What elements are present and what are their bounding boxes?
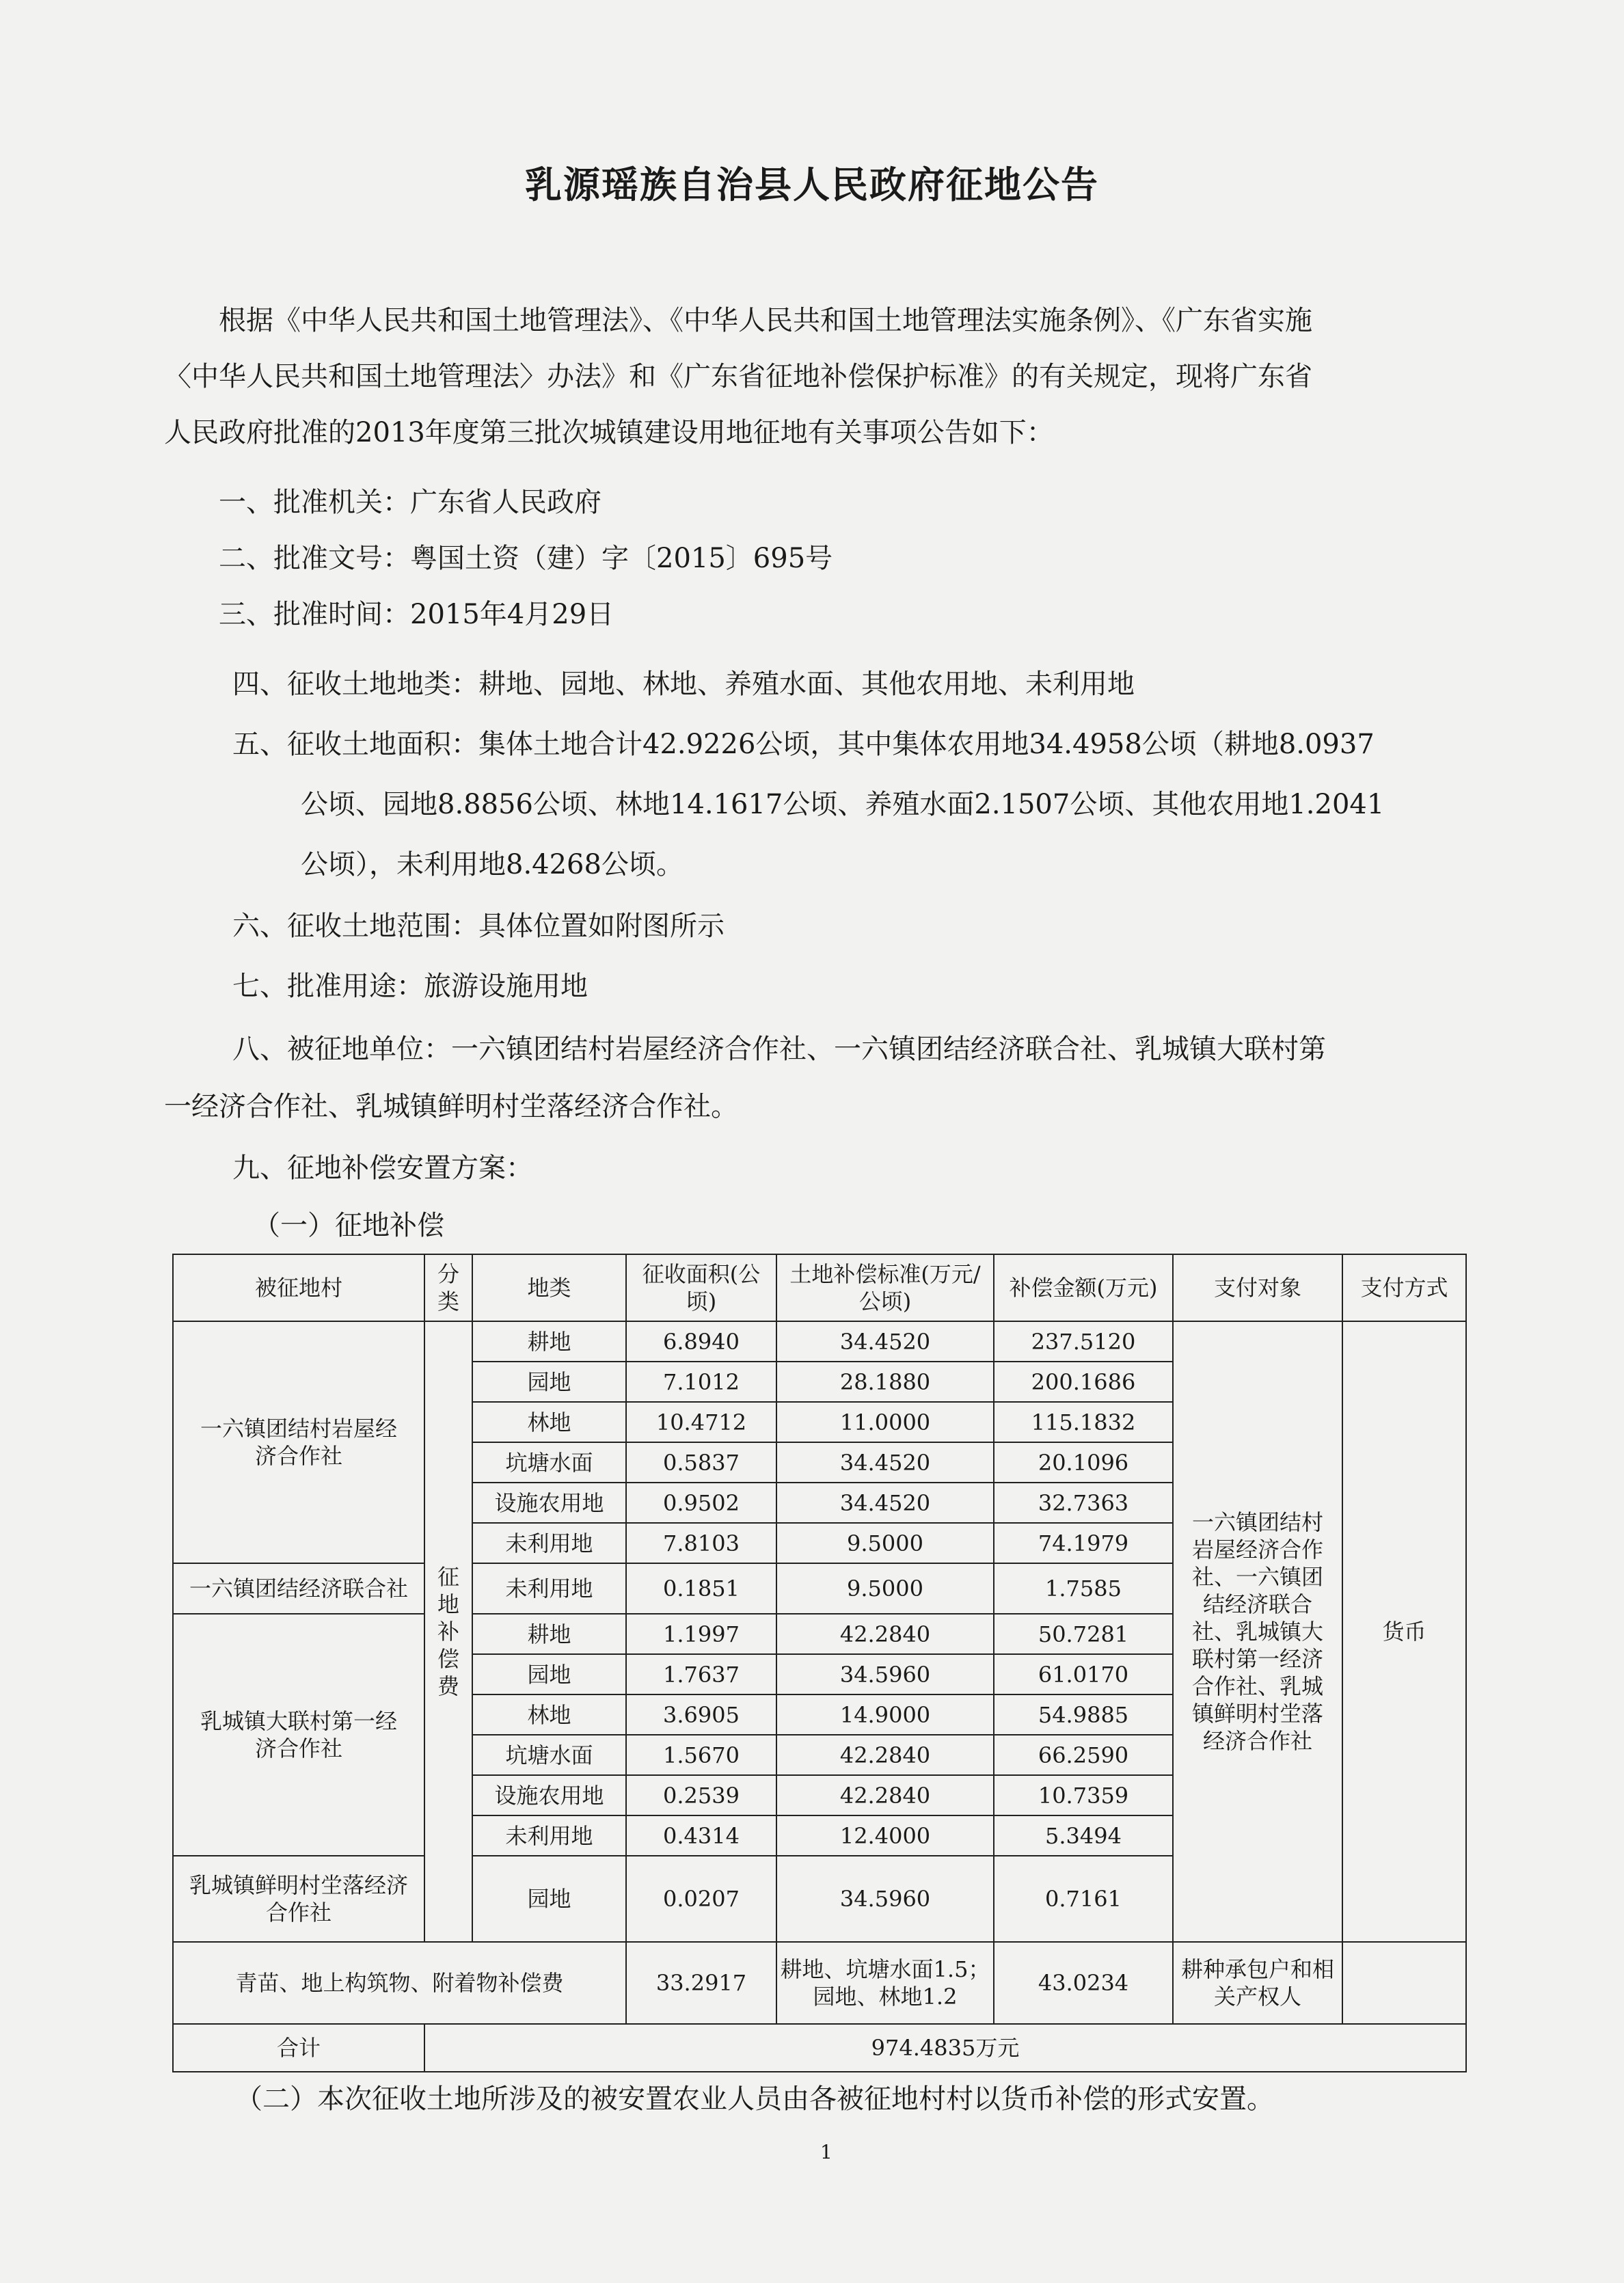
amount-cell: 5.3494: [994, 1815, 1173, 1856]
area-cell: 1.5670: [626, 1735, 776, 1775]
pay-method-cell: 货币: [1342, 1321, 1466, 1942]
total-value-cell: 974.4835万元: [424, 2024, 1466, 2072]
footer-paragraph: （二）本次征收土地所涉及的被安置农业人员由各被征地村村以货币补偿的形式安置。: [235, 2083, 1274, 2115]
land-type-cell: 坑塘水面: [472, 1442, 626, 1483]
table-header-row: [173, 1254, 1466, 1321]
area-cell: 7.1012: [626, 1362, 776, 1402]
standard-cell: 9.5000: [776, 1523, 994, 1563]
land-type-cell: 设施农用地: [472, 1775, 626, 1815]
amount-cell: 66.2590: [994, 1735, 1173, 1775]
area-cell: 0.9502: [626, 1483, 776, 1523]
payee-cell: 耕种承包户和相关产权人: [1173, 1942, 1342, 2024]
standard-cell: 42.2840: [776, 1614, 994, 1654]
standard-cell: 14.9000: [776, 1694, 994, 1735]
col-header: 征收面积(公顷): [626, 1254, 776, 1321]
col-header: 分类: [424, 1254, 472, 1321]
area-cell: 6.8940: [626, 1321, 776, 1362]
table-row: [173, 1942, 1466, 2024]
col-header: 支付对象: [1173, 1254, 1342, 1321]
area-cell: 0.2539: [626, 1775, 776, 1815]
area-cell: 0.4314: [626, 1815, 776, 1856]
amount-cell: 32.7363: [994, 1483, 1173, 1523]
page-title: 乳源瑶族自治县人民政府征地公告: [525, 163, 1099, 206]
land-type-cell: 林地: [472, 1402, 626, 1442]
standard-cell: 34.5960: [776, 1856, 994, 1942]
table-total-row: [173, 2024, 1466, 2072]
item-5-line-1: 五、征收土地面积：集体土地合计42.9226公顷，其中集体农用地34.4958公顷（耕地8.0937: [232, 729, 1375, 760]
land-type-cell: 园地: [472, 1362, 626, 1402]
category-cell: [424, 1321, 472, 1942]
payee-cell: 一六镇团结村岩屋经济合作社、一六镇团结经济联合社、乳城镇大联村第一经济合作社、乳城镇鲜明村坣落经济合作社: [1173, 1321, 1342, 1942]
item-8-line-1: 八、被征地单位：一六镇团结村岩屋经济合作社、一六镇团结经济联合社、乳城镇大联村第: [232, 1034, 1326, 1065]
village-cell: 乳城镇大联村第一经济合作社: [173, 1614, 424, 1856]
amount-cell: 74.1979: [994, 1523, 1173, 1563]
col-header: 土地补偿标准(万元/公顷): [776, 1254, 994, 1321]
item-7: 七、批准用途：旅游设施用地: [232, 971, 588, 1002]
land-type-cell: 园地: [472, 1654, 626, 1694]
land-type-cell: 坑塘水面: [472, 1735, 626, 1775]
village-cell: 一六镇团结村岩屋经济合作社: [173, 1321, 424, 1563]
amount-cell: 43.0234: [994, 1942, 1173, 2024]
land-type-cell: 未利用地: [472, 1815, 626, 1856]
intro-paragraph: [164, 293, 1463, 461]
col-header: 被征地村: [173, 1254, 424, 1321]
pay-method-cell: [1342, 1942, 1466, 2024]
intro-line: 〈中华人民共和国土地管理法〉办法》和《广东省征地补偿保护标准》的有关规定，现将广东省: [164, 361, 1312, 392]
area-cell: 7.8103: [626, 1523, 776, 1563]
intro-line: 根据《中华人民共和国土地管理法》、《中华人民共和国土地管理法实施条例》、《广东省实施: [219, 305, 1312, 336]
village-cell: 一六镇团结经济联合社: [173, 1563, 424, 1614]
crops-label-cell: 青苗、地上构筑物、附着物补偿费: [173, 1942, 626, 2024]
area-cell: 0.1851: [626, 1563, 776, 1614]
amount-cell: 54.9885: [994, 1694, 1173, 1735]
item-3: 三、批准时间：2015年4月29日: [219, 599, 614, 630]
item-1: 一、批准机关：广东省人民政府: [219, 487, 601, 518]
area-cell: 33.2917: [626, 1942, 776, 2024]
area-cell: 1.7637: [626, 1654, 776, 1694]
area-cell: 0.5837: [626, 1442, 776, 1483]
area-cell: 3.6905: [626, 1694, 776, 1735]
land-type-cell: 未利用地: [472, 1563, 626, 1614]
item-9-sub-1: （一）征地补偿: [253, 1210, 444, 1241]
amount-cell: 0.7161: [994, 1856, 1173, 1942]
amount-cell: 1.7585: [994, 1563, 1173, 1614]
standard-cell: 42.2840: [776, 1775, 994, 1815]
col-header: 地类: [472, 1254, 626, 1321]
amount-cell: 20.1096: [994, 1442, 1173, 1483]
item-2: 二、批准文号：粤国土资（建）字〔2015〕695号: [219, 543, 833, 574]
col-header: 补偿金额(万元): [994, 1254, 1173, 1321]
compensation-table: [172, 1254, 1467, 2072]
page-number: 1: [820, 2141, 833, 2163]
standard-cell: 11.0000: [776, 1402, 994, 1442]
standard-cell: 34.4520: [776, 1321, 994, 1362]
standard-cell: 34.4520: [776, 1483, 994, 1523]
amount-cell: 61.0170: [994, 1654, 1173, 1694]
land-type-cell: 园地: [472, 1856, 626, 1942]
amount-cell: 237.5120: [994, 1321, 1173, 1362]
area-cell: 0.0207: [626, 1856, 776, 1942]
land-type-cell: 设施农用地: [472, 1483, 626, 1523]
area-cell: 1.1997: [626, 1614, 776, 1654]
item-9: 九、征地补偿安置方案：: [232, 1152, 533, 1184]
amount-cell: 200.1686: [994, 1362, 1173, 1402]
land-type-cell: 林地: [472, 1694, 626, 1735]
total-label-cell: 合计: [173, 2024, 424, 2072]
standard-cell: 12.4000: [776, 1815, 994, 1856]
amount-cell: 10.7359: [994, 1775, 1173, 1815]
standard-cell: 28.1880: [776, 1362, 994, 1402]
table-row: [173, 1321, 1466, 1362]
standard-cell: 34.4520: [776, 1442, 994, 1483]
standard-cell: 9.5000: [776, 1563, 994, 1614]
item-4: 四、征收土地地类：耕地、园地、林地、养殖水面、其他农用地、未利用地: [232, 668, 1135, 700]
item-5-line-3: 公顷），未利用地8.4268公顷。: [301, 849, 684, 880]
land-type-cell: 未利用地: [472, 1523, 626, 1563]
category-text: 征 地 补 偿 费: [437, 1564, 459, 1699]
standard-cell: 耕地、坑塘水面1.5；园地、林地1.2: [776, 1942, 994, 2024]
area-cell: 10.4712: [626, 1402, 776, 1442]
standard-cell: 42.2840: [776, 1735, 994, 1775]
village-cell: 乳城镇鲜明村坣落经济合作社: [173, 1856, 424, 1942]
amount-cell: 50.7281: [994, 1614, 1173, 1654]
standard-cell: 34.5960: [776, 1654, 994, 1694]
intro-line: 人民政府批准的2013年度第三批次城镇建设用地征地有关事项公告如下：: [164, 417, 1054, 448]
item-6: 六、征收土地范围：具体位置如附图所示: [232, 910, 725, 942]
amount-cell: 115.1832: [994, 1402, 1173, 1442]
land-type-cell: 耕地: [472, 1321, 626, 1362]
item-8-line-2: 一经济合作社、乳城镇鲜明村坣落经济合作社。: [164, 1091, 738, 1122]
col-header: 支付方式: [1342, 1254, 1466, 1321]
item-5-line-2: 公顷、园地8.8856公顷、林地14.1617公顷、养殖水面2.1507公顷、其他农用地1.2041: [301, 789, 1385, 820]
land-type-cell: 耕地: [472, 1614, 626, 1654]
